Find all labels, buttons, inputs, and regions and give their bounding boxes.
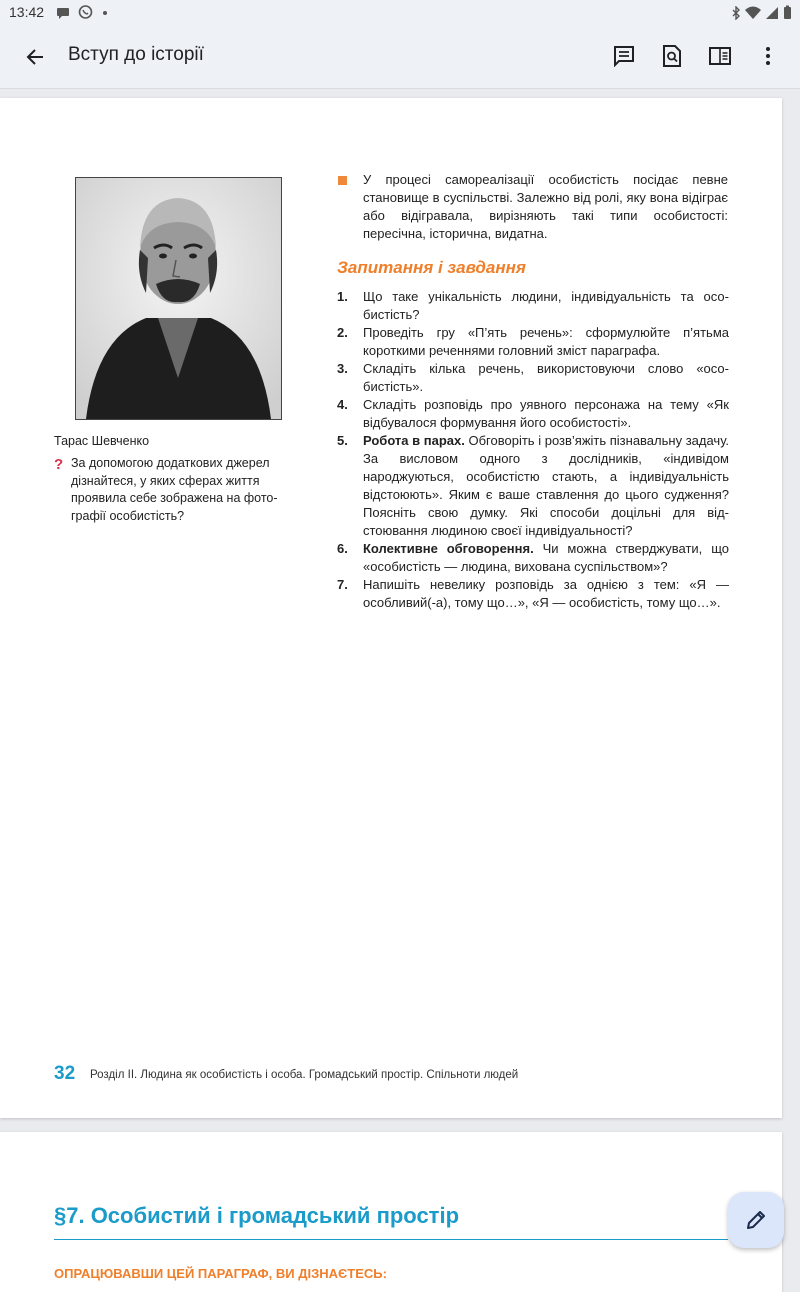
document-page-next[interactable] [0, 1132, 782, 1292]
bluetooth-icon [731, 6, 741, 20]
summary-paragraph: У процесі самореалізації особистість посідає певне становище в суспільстві. Залежно від ролі, яку вона відіграє або відігравала, вирізняють такі типи особистості: пересічна, історична, видатна. [363, 172, 728, 241]
chapter-subtitle: ОПРАЦЮВАВШИ ЦЕЙ ПАРАГРАФ, ВИ ДІЗНАЄТЕСЬ: [54, 1266, 387, 1281]
section-heading: Запитання і завдання [337, 258, 526, 277]
portrait-illustration [76, 178, 281, 419]
edit-pencil-icon [745, 1209, 767, 1231]
battery-icon [783, 5, 792, 20]
arrow-back-icon [25, 47, 45, 67]
square-bullet-icon [338, 176, 347, 185]
page-number: 32 [54, 1063, 76, 1084]
task-item: 4. Складіть розповідь про уявного персонажа на тему «Як відбувалося формування його особистості». [337, 397, 729, 430]
task-item: 1. Що таке унікальність людини, індивідуальність та особистість? [337, 289, 729, 322]
status-time: 13:42 [9, 4, 45, 20]
search-document-icon [662, 45, 682, 67]
task-list [337, 288, 729, 612]
status-bar [0, 0, 800, 24]
back-button[interactable] [20, 42, 50, 72]
reading-mode-button[interactable] [705, 41, 735, 71]
question-mark-icon: ? [54, 456, 64, 473]
reading-mode-icon [709, 47, 731, 65]
portrait-caption: Тарас Шевченко [54, 434, 150, 448]
page-footer: Розділ ІІ. Людина як особистість і особа. Громадський простір. Спільноти людей [90, 1069, 519, 1081]
more-vert-icon [765, 46, 771, 66]
document-title: Вступ до історії [68, 44, 204, 65]
task-item: 3. Складіть кілька речень, використовуючи слово «особистість». [337, 361, 729, 394]
task-item: 6. Колективне обговорення. Чи можна стверджувати, що «особистість — людина, вихована суспільством»? [337, 541, 729, 574]
portrait-question: За допомогою додаткових джерел дізнайтеся, у яких сферах життя проявила себе зображена на фотографії особистість? [71, 456, 278, 523]
task-item: 5. Робота в парах. Обговоріть і розв’яжіть пізнавальну задачу. За висловом одного з дослідників, «індивідом народжуються, особистістю стають, а індивідуальність відстоюють». Яким є ваше ставлення до цього судження? Поясніть свою думку. Які способи доцільні для відстоювання людиною своєї індивідуальності? [337, 433, 729, 538]
comments-button[interactable] [609, 41, 639, 71]
dot-icon [101, 9, 109, 17]
task-item: 7. Напишіть невелику розповідь за однією з тем: «Я — особливий(-а), тому що…», «Я — особистість, тому що…». [337, 577, 729, 610]
document-page-32[interactable] [0, 98, 782, 1118]
chat-bubble-icon [56, 6, 70, 20]
chapter-title: §7. Особистий і громадський простір [54, 1203, 460, 1228]
task-item: 2. Проведіть гру «П’ять речень»: сформулюйте п’ятьма короткими реченнями головний зміст параграфа. [337, 325, 729, 358]
wifi-icon [745, 6, 761, 20]
viber-icon [78, 5, 93, 20]
chapter-divider [54, 1239, 728, 1240]
more-options-button[interactable] [753, 41, 783, 71]
signal-icon [765, 6, 779, 20]
app-bar [0, 24, 800, 89]
comments-icon [613, 45, 635, 67]
portrait-photo [75, 177, 282, 420]
edit-fab-button[interactable] [728, 1192, 784, 1248]
find-in-document-button[interactable] [657, 41, 687, 71]
